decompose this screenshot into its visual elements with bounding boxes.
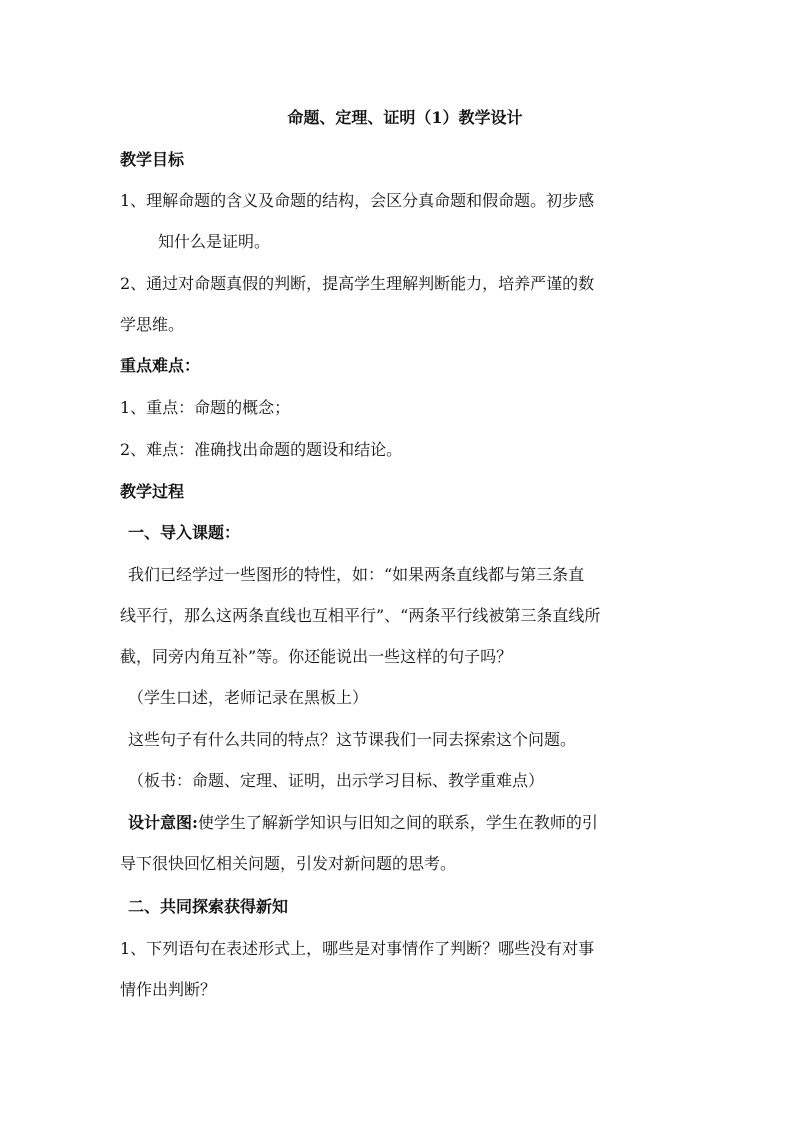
intro-para-line-3: 截，同旁内角互补”等。你还能说出一些这样的句子吗？	[120, 647, 513, 666]
intro-para-line-2: 线平行，那么这两条直线也互相平行”、“两条平行线被第三条直线所	[120, 606, 601, 625]
key-point-1: 1、重点：命题的概念；	[120, 398, 291, 417]
process-heading: 教学过程	[120, 482, 185, 501]
section-2-heading: 二、共同探索获得新知	[128, 897, 289, 916]
objective-2-line-1: 2、通过对命题真假的判断，提高学生理解判断能力，培养严谨的数	[120, 274, 595, 293]
objective-1-line-2: 知什么是证明。	[158, 232, 271, 251]
objective-1-line-1: 1、理解命题的含义及命题的结构，会区分真命题和假命题。初步感	[120, 191, 595, 210]
objective-2-line-2: 学思维。	[120, 315, 185, 334]
key-point-2: 2、难点：准确找出命题的题设和结论。	[120, 440, 403, 459]
design-intent-text: 使学生了解新学知识与旧知之间的联系，学生在教师的引	[197, 813, 598, 832]
question-1-line-2: 情作出判断？	[120, 980, 217, 999]
intro-note-1: （学生口述，老师记录在黑板上）	[128, 688, 369, 707]
document-title: 命题、定理、证明（1）教学设计	[287, 108, 523, 127]
design-intent-line-2: 导下很快回忆相关问题，引发对新问题的思考。	[120, 854, 457, 873]
intro-note-2: （板书：命题、定理、证明，出示学习目标、教学重难点）	[128, 771, 545, 790]
design-intent-line-1	[128, 811, 598, 835]
question-1-line-1: 1、下列语句在表述形式上，哪些是对事情作了判断？哪些没有对事	[120, 939, 595, 958]
intro-para-2: 这些句子有什么共同的特点？这节课我们一同去探索这个问题。	[128, 730, 577, 749]
section-1-heading: 一、导入课题：	[128, 523, 241, 542]
design-intent-label: 设计意图:	[128, 813, 198, 832]
objectives-heading: 教学目标	[120, 150, 185, 169]
intro-para-line-1: 我们已经学过一些图形的特性，如：“如果两条直线都与第三条直	[128, 565, 585, 584]
key-points-heading: 重点难点：	[120, 356, 201, 375]
